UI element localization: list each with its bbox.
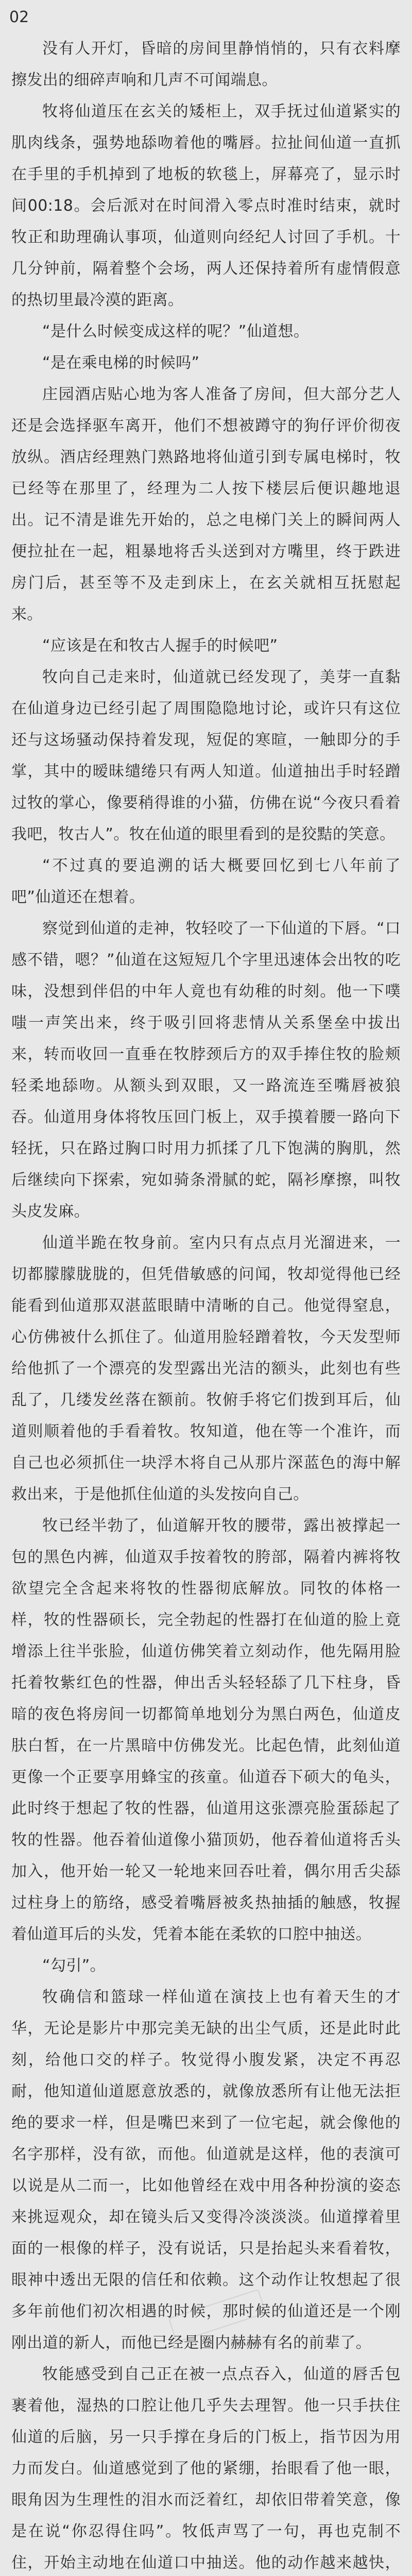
paragraph: 牧能感受到自己正在被一点点吞入，仙道的唇舌包裹着他，湿热的口腔让他几乎失去理智。他一只手扶住仙道的后脑，另一只手撑在身后的门板上，指节因为用力而发白。仙道感觉到了他的紧绷，抬眼看了他一眼，眼角因为生理性的泪水而泛着红，却依旧带着笑意，像是在说“你忍得住吗”。牧低声骂了一句，再也克制不住，开始主动地在仙道口中抽送。他的动作越来越快， <box>11 2365 401 2572</box>
chapter-body <box>11 33 401 2576</box>
paragraph: 没有人开灯，昏暗的房间里静悄悄的，只有衣料摩擦发出的细碎声响和几声不可闻端息。 <box>11 40 401 89</box>
paragraph: “是什么时候变成这样的呢？”仙道想。 <box>42 323 310 341</box>
paragraph: 牧向自己走来时，仙道就已经发现了，美芽一直黏在仙道身边已经引起了周围隐隐地讨论，或许只有这位还与这场骚动保持着发现，短促的寒暄，一触即分的手掌，其中的暧昧缱绻只有两人知道。仙道抽出手时轻蹭过牧的掌心，像要稍得谁的小猫，仿佛在说“今夜只看着我吧，牧古人”。牧在仙道的眼里看到的是狡黠的笑意。 <box>11 668 401 843</box>
paragraph: 察觉到仙道的走神，牧轻咬了一下仙道的下唇。“口感不错，嗯？”仙道在这短短几个字里迅速体会出牧的吃味，没想到伴侣的中年人竟也有幼稚的时刻。他一下噗嗤一声笑出来，终于吸引回将悲情从关系堡垒中拔出来，转而收回一直垂在牧脖颈后方的双手捧住牧的脸颊轻柔地舔吻。从额头到双眼，又一路流连至嘴唇被狼吞。仙道用身体将牧压回门板上，双手摸着腰一路向下轻抚，只在路过胸口时用力抓揉了几下饱满的胸肌，然后继续向下探索，宛如骑条滑腻的蛇，隔衫摩擦，叫牧头皮发麻。 <box>11 920 401 1221</box>
paragraph: “勾引”。 <box>42 1957 106 1975</box>
chapter-number: 02 <box>9 8 29 26</box>
paragraph: “应该是在和牧古人握手的时候吧” <box>42 637 278 655</box>
paragraph: “不过真的要追溯的话大概要回忆到七八年前了吧”仙道还在想着。 <box>11 857 401 906</box>
paragraph: 庄园酒店贴心地为客人准备了房间，但大部分艺人还是会选择驱车离开，他们不想被蹲守的狗仔评价彻夜放纵。酒店经理熟门熟路地将仙道引到专属电梯时，牧已经等在那里了，经理为二人按下楼层后便识趣地退出。记不清是谁先开始的，总之电梯门关上的瞬间两人便拉扯在一起，粗暴地将舌头送到对方嘴里，终于跌进房门后，甚至等不及走到床上，在玄关就相互抚慰起来。 <box>11 385 401 623</box>
paragraph: 仙道半跪在牧身前。室内只有点点月光溜进来，一切都朦朦胧胧的，但凭借敏感的问闻，牧却觉得他已经能看到仙道那双湛蓝眼睛中清晰的自己。他觉得窒息，心仿佛被什么抓住了。仙道用脸轻蹭着牧，今天发型师给他抓了一个漂亮的发型露出光洁的额头，此刻也有些乱了，几缕发丝落在额前。牧俯手将它们拨到耳后，仙道则顺着他的手看着牧。牧知道，他在等一个准许，而自己也必须抓住一块浮木将自己从那片深蓝色的海中解救出来，于是他抓住仙道的头发按向自己。 <box>11 1234 401 1503</box>
paragraph: 牧确信和篮球一样仙道在演技上也有着天生的才华，无论是影片中那完美无缺的出尘气质，还是此时此刻，给他口交的样子。牧觉得小腹发紧，决定不再忍耐，他知道仙道愿意放悉的，就像放悉所有让他无法拒绝的要求一样，但是嘴巴来到了一位宅起，就会像他的名字那样，没有欲，而他。仙道就是这样，他的表演可以说是从二而一，比如他曾经在戏中用各种扮演的姿态来挑逗观众，却在镜头后又变得冷淡淡淡。仙道撑着里面的一根像的样子，没有说话，只是抬起头来看着牧，眼神中透出无限的信任和依赖。这个动作让牧想起了很多年前他们初次相遇的时候，那时候的仙道还是一个刚刚出道的新人，而他已经是圈内赫赫有名的前辈了。 <box>11 1988 401 2352</box>
paragraph: 牧将仙道压在玄关的矮柜上，双手抚过仙道紧实的肌肉线条，强势地舔吻着他的嘴唇。拉扯间仙道一直抓在手里的手机掉到了地板的软毯上，屏幕亮了，显示时间00:18。会后派对在时间滑入零点时准时结束，就时牧正和助理确认事项，仙道则向经纪人讨回了手机。十几分钟前，隔着整个会场，两人还保持着所有虚情假意的热切里最冷漠的距离。 <box>11 103 401 309</box>
paragraph: 牧已经半勃了，仙道解开牧的腰带，露出被撑起一包的黑色内裤，仙道双手按着牧的胯部，隔着内裤将牧欲望完全含起来将牧的性器彻底解放。同牧的体格一样，牧的性器硕长，完全勃起的性器打在仙道的脸上竟增添上往半张脸，仙道仿佛笑着立刻动作，他先隔用脸托着牧紫红色的性器，伸出舌头轻轻舔了几下柱身，昏暗的夜色将房间一切都简单地划分为黑白两色，仙道皮肤白皙，在一片黑暗中仿佛发光。比起色情，此刻仙道更像一个正要享用蜂宝的孩童。仙道吞下硕大的龟头，此时终于想起了牧的性器，仙道用这张漂亮脸蛋舔起了牧的性器。他吞着仙道像小猫顶奶，他吞着仙道将舌头加入，他开始一轮又一轮地来回吞吐着，偶尔用舌尖舔过柱身上的筋络，感受着嘴唇被炙热抽插的触感，牧握着仙道耳后的头发，凭着本能在柔软的口腔中抽送。 <box>11 1517 401 1943</box>
paragraph: “是在乘电梯的时候吗” <box>42 354 200 372</box>
